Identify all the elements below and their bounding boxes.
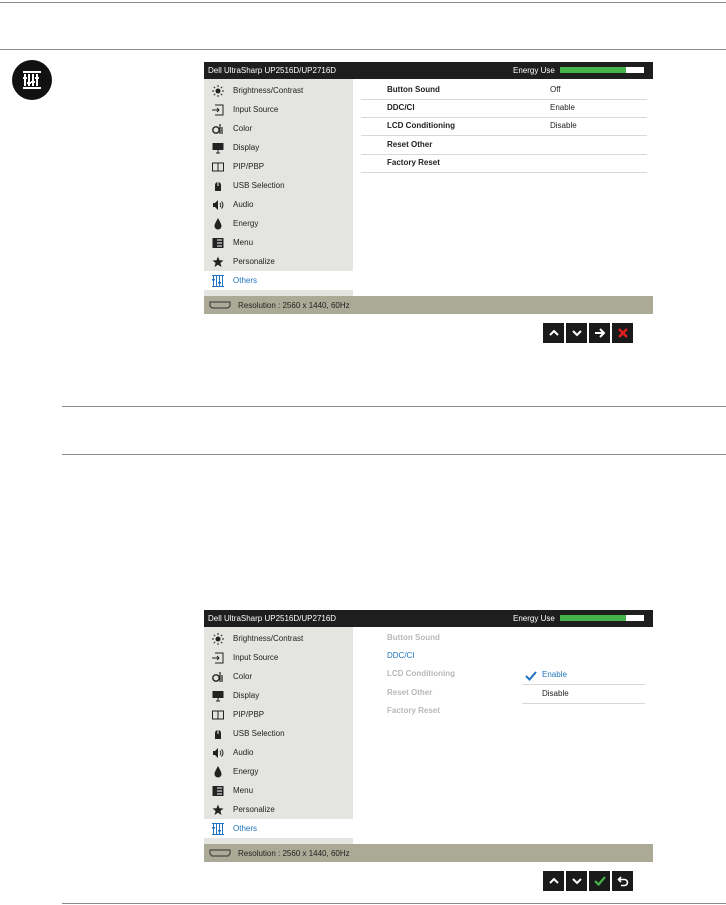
menu-icon: [211, 784, 225, 798]
menu-item-label: PIP/PBP: [233, 162, 265, 171]
menu-item-color[interactable]: [204, 667, 353, 686]
star-icon: [211, 255, 225, 269]
pip-pbp-icon: [211, 160, 225, 174]
hdmi-port-icon: [209, 301, 231, 309]
energy-use-label: Energy Use: [513, 66, 555, 75]
menu-item-label: Input Source: [233, 105, 279, 114]
osd-bottom: [204, 610, 653, 863]
submenu-row-value: Enable: [550, 103, 575, 112]
menu-item-others[interactable]: [204, 819, 353, 838]
menu-item-label: Others: [233, 276, 258, 285]
menu-item-label: Audio: [233, 200, 254, 209]
menu-item-label: Brightness/Contrast: [233, 634, 304, 643]
menu-item-label: Menu: [233, 238, 254, 247]
color-icon: [211, 670, 225, 684]
close-x-icon[interactable]: [612, 323, 633, 343]
submenu-row-factory-reset[interactable]: [361, 154, 647, 173]
menu-item-label: Energy: [233, 767, 259, 776]
osd-status-bar: [204, 844, 653, 862]
top-rule: [0, 2, 726, 3]
submenu-row-button-sound: [361, 629, 647, 647]
right-arrow-icon[interactable]: [589, 323, 610, 343]
submenu-row-label: Button Sound: [387, 85, 440, 94]
up-arrow-icon[interactable]: [543, 323, 564, 343]
color-icon: [211, 122, 225, 136]
submenu-row-label: Reset Other: [387, 140, 433, 149]
brightness-icon: [211, 84, 225, 98]
energy-use-meter: [560, 67, 644, 73]
menu-item-personalize[interactable]: [204, 252, 353, 271]
submenu-row-label: DDC/CI: [387, 103, 415, 112]
osd-title-bar: [204, 62, 653, 79]
osd-top: [204, 62, 653, 315]
pip-pbp-icon: [211, 708, 225, 722]
menu-item-label: Input Source: [233, 653, 279, 662]
menu-item-display[interactable]: [204, 138, 353, 157]
others-icon: [211, 274, 225, 288]
osd-title-bar: [204, 610, 653, 627]
osd-main-menu: [204, 627, 353, 844]
back-icon[interactable]: [612, 871, 633, 891]
energy-use-fill: [560, 67, 626, 73]
menu-item-label: Others: [233, 824, 258, 833]
up-arrow-icon[interactable]: [543, 871, 564, 891]
submenu-row-reset-other[interactable]: [361, 136, 647, 155]
menu-item-input-source[interactable]: [204, 648, 353, 667]
menu-item-others[interactable]: [204, 271, 353, 290]
osd-main-menu: [204, 79, 353, 296]
menu-item-audio[interactable]: [204, 195, 353, 214]
others-icon: [211, 822, 225, 836]
input-source-icon: [211, 651, 225, 665]
others-badge-icon: [12, 60, 52, 100]
menu-item-label: USB Selection: [233, 181, 285, 190]
menu-item-label: Color: [233, 124, 253, 133]
submenu-row-label: Button Sound: [387, 633, 440, 642]
speaker-icon: [211, 198, 225, 212]
menu-item-label: PIP/PBP: [233, 710, 265, 719]
section-rule: [0, 49, 726, 50]
menu-icon: [211, 236, 225, 250]
menu-item-brightness-contrast[interactable]: [204, 81, 353, 100]
submenu-row-ddc-ci[interactable]: [361, 99, 647, 118]
menu-item-label: Personalize: [233, 805, 275, 814]
menu-item-label: Audio: [233, 748, 254, 757]
menu-item-label: Color: [233, 672, 253, 681]
menu-item-pip-pbp[interactable]: [204, 705, 353, 724]
menu-item-menu[interactable]: [204, 781, 353, 800]
energy-drop-icon: [211, 217, 225, 231]
submenu-row-ddc-ci[interactable]: [361, 647, 647, 665]
osd-model-name: Dell UltraSharp UP2516D/UP2716D: [208, 66, 337, 75]
speaker-icon: [211, 746, 225, 760]
display-icon: [211, 689, 225, 703]
submenu-row-button-sound[interactable]: [361, 81, 647, 100]
menu-item-usb-selection[interactable]: [204, 176, 353, 195]
submenu-row-label: Factory Reset: [387, 706, 440, 715]
energy-use-fill: [560, 615, 626, 621]
menu-item-audio[interactable]: [204, 743, 353, 762]
menu-item-display[interactable]: [204, 686, 353, 705]
energy-use-label: Energy Use: [513, 614, 555, 623]
menu-item-label: Brightness/Contrast: [233, 86, 304, 95]
hdmi-port-icon: [209, 849, 231, 857]
option-disable[interactable]: [522, 685, 645, 704]
usb-icon: [211, 179, 225, 193]
menu-item-color[interactable]: [204, 119, 353, 138]
resolution-text: Resolution : 2560 x 1440, 60Hz: [238, 848, 350, 858]
display-icon: [211, 141, 225, 155]
down-arrow-icon[interactable]: [566, 323, 587, 343]
section-rule: [62, 406, 726, 407]
submenu-row-value: Off: [550, 85, 561, 94]
osd-top-controls: [543, 323, 633, 343]
submenu-row-lcd-conditioning[interactable]: [361, 117, 647, 136]
menu-item-input-source[interactable]: [204, 100, 353, 119]
menu-item-label: Menu: [233, 786, 254, 795]
submenu-row-factory-reset: [361, 702, 647, 720]
osd-status-bar: [204, 296, 653, 314]
usb-icon: [211, 727, 225, 741]
menu-item-energy[interactable]: [204, 214, 353, 233]
menu-item-label: Display: [233, 143, 260, 152]
menu-item-pip-pbp[interactable]: [204, 157, 353, 176]
submenu-row-label: DDC/CI: [387, 651, 415, 660]
brightness-icon: [211, 632, 225, 646]
option-label: Disable: [542, 689, 569, 698]
menu-item-personalize[interactable]: [204, 800, 353, 819]
energy-use-meter: [560, 615, 644, 621]
star-icon: [211, 803, 225, 817]
menu-item-energy[interactable]: [204, 762, 353, 781]
submenu-row-label: LCD Conditioning: [387, 669, 455, 678]
menu-item-label: Display: [233, 691, 260, 700]
option-label: Enable: [542, 670, 567, 679]
menu-item-brightness-contrast[interactable]: [204, 629, 353, 648]
menu-item-label: Personalize: [233, 257, 275, 266]
bottom-rule: [62, 903, 726, 904]
resolution-text: Resolution : 2560 x 1440, 60Hz: [238, 300, 350, 310]
menu-item-usb-selection[interactable]: [204, 724, 353, 743]
submenu-row-value: Disable: [550, 121, 577, 130]
input-source-icon: [211, 103, 225, 117]
section-rule: [62, 454, 726, 455]
menu-item-menu[interactable]: [204, 233, 353, 252]
down-arrow-icon[interactable]: [566, 871, 587, 891]
menu-item-label: Energy: [233, 219, 259, 228]
osd-model-name: Dell UltraSharp UP2516D/UP2716D: [208, 614, 337, 623]
energy-drop-icon: [211, 765, 225, 779]
osd-bottom-controls: [543, 871, 633, 891]
submenu-row-label: LCD Conditioning: [387, 121, 455, 130]
check-icon[interactable]: [589, 871, 610, 891]
submenu-row-label: Factory Reset: [387, 158, 440, 167]
menu-item-label: USB Selection: [233, 729, 285, 738]
option-enable[interactable]: [522, 666, 645, 685]
submenu-row-label: Reset Other: [387, 688, 433, 697]
